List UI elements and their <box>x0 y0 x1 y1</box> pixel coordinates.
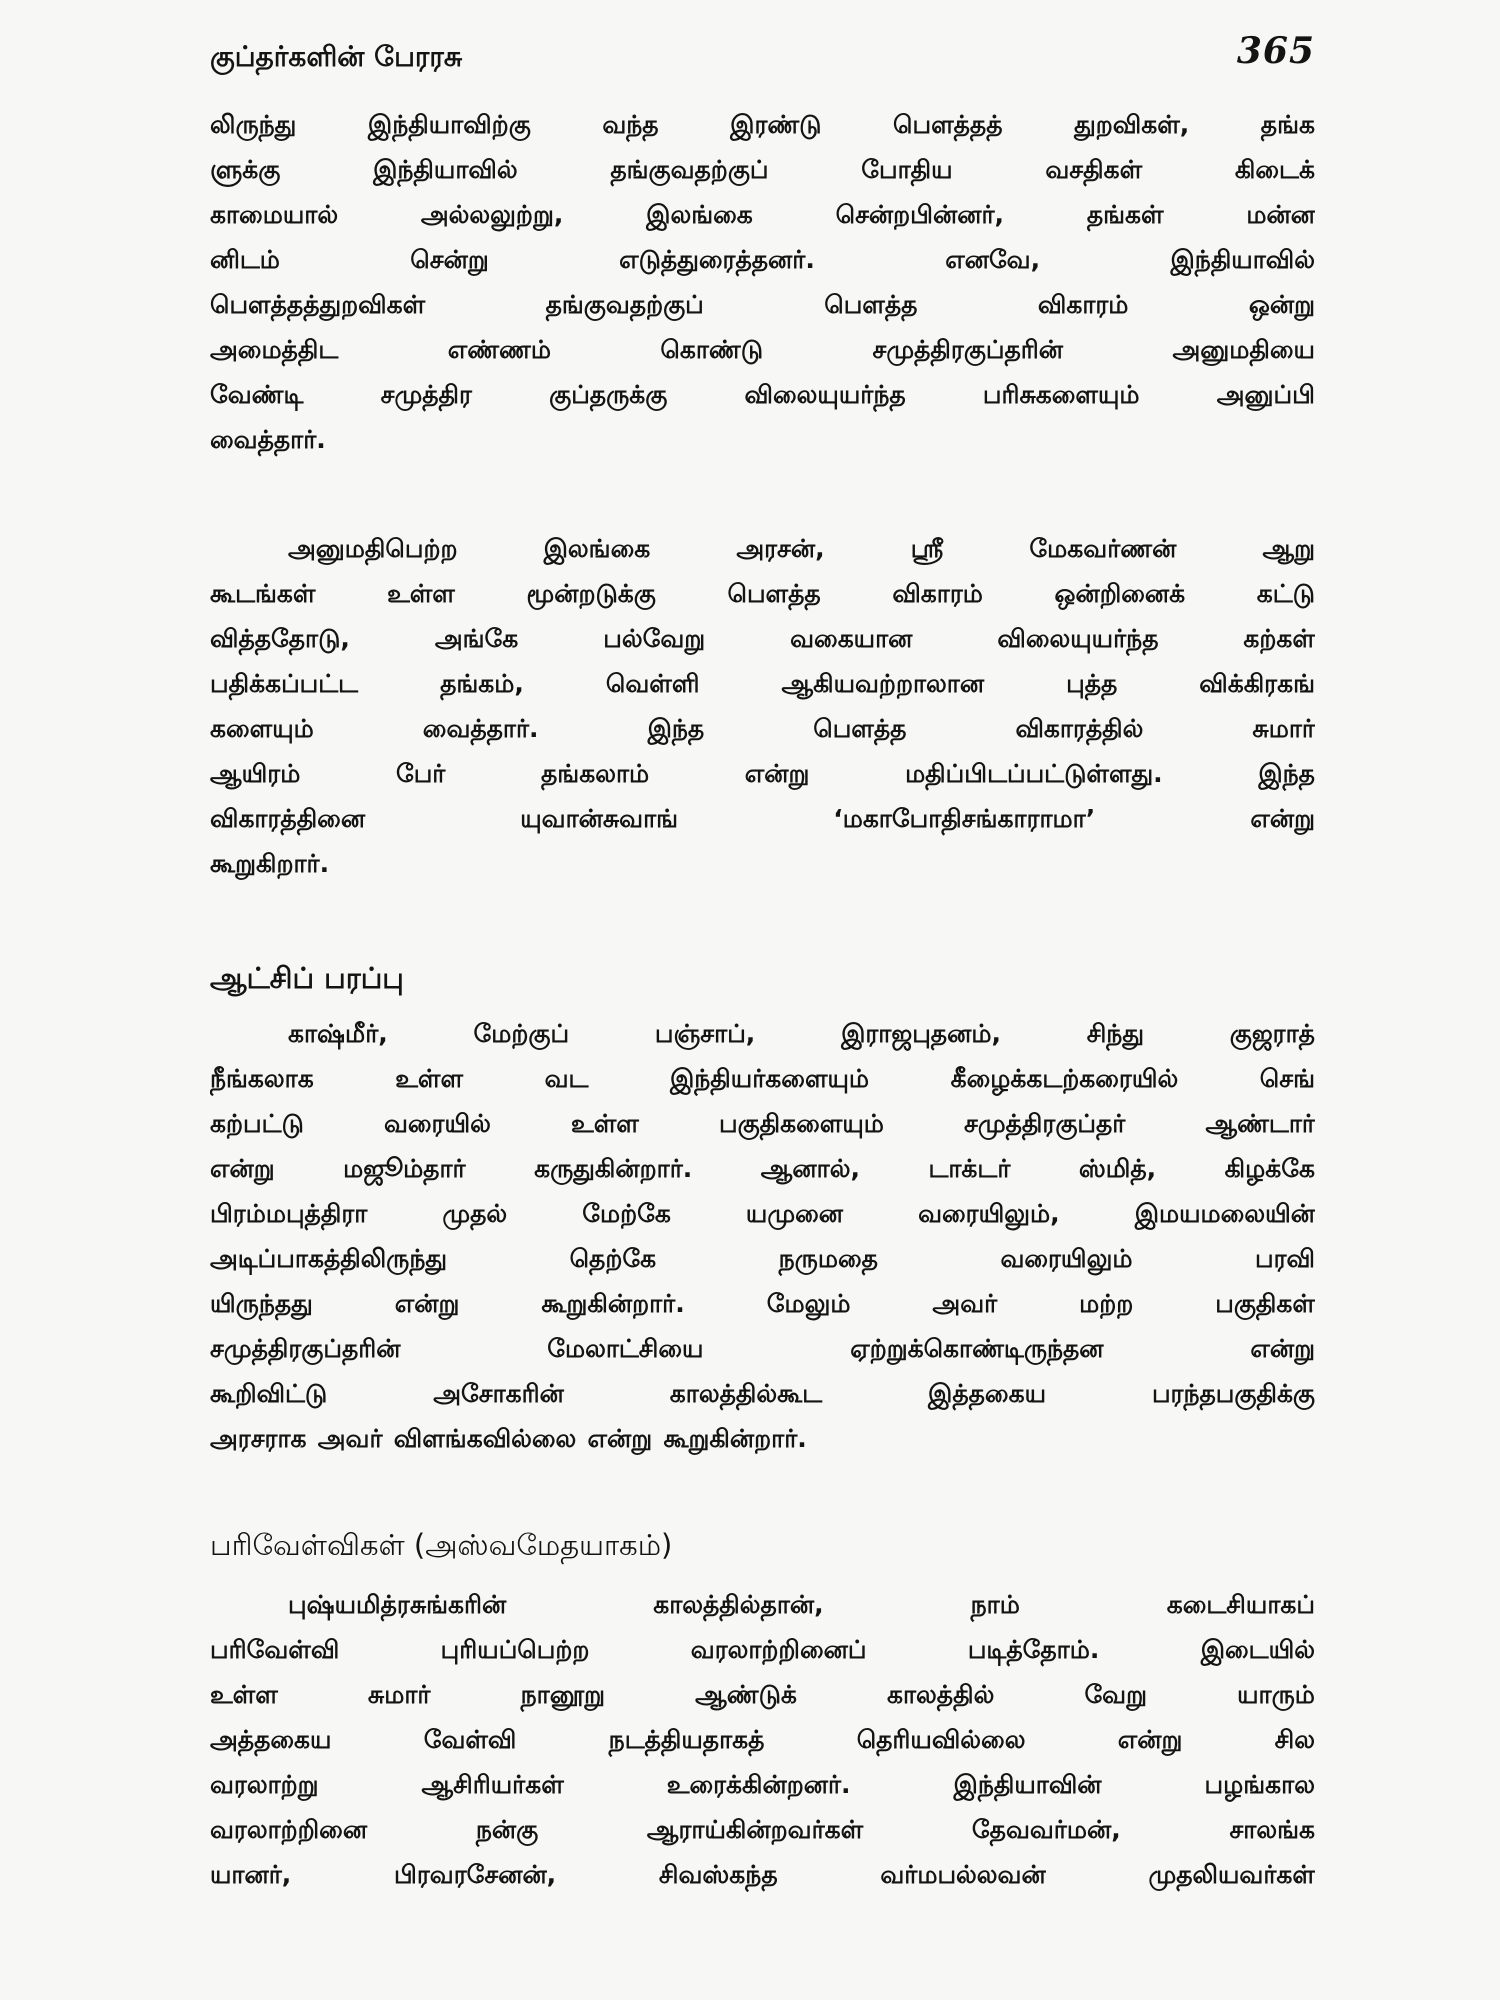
text-line: வேண்டி சமுத்திர குப்தருக்கு விலையுயர்ந்த பரிசுகளையும் அனுப்பி <box>210 380 1315 409</box>
text-line: பிரம்மபுத்திரா முதல் மேற்கே யமுனை வரையிலும், இமயமலையின் <box>210 1199 1315 1228</box>
text-line: பௌத்தத்துறவிகள் தங்குவதற்குப் பௌத்த விகாரம் ஒன்று <box>210 290 1315 319</box>
text-line: வித்ததோடு, அங்கே பல்வேறு வகையான விலையுயர்ந்த கற்கள் <box>210 624 1315 653</box>
paragraph-1 <box>210 102 1315 462</box>
text-line: யானர், பிரவரசேனன், சிவஸ்கந்த வர்மபல்லவன் முதலியவர்கள் <box>210 1860 1315 1889</box>
text-line: அடிப்பாகத்திலிருந்து தெற்கே நருமதை வரையிலும் பரவி <box>210 1244 1315 1273</box>
section-heading-territory: ஆட்சிப் பரப்பு <box>210 961 404 995</box>
text-line: அமைத்திட எண்ணம் கொண்டு சமுத்திரகுப்தரின் அனுமதியை <box>210 335 1315 364</box>
text-line: யிருந்தது என்று கூறுகின்றார். மேலும் அவர் மற்ற பகுதிகள் <box>210 1289 1315 1318</box>
text-line: களையும் வைத்தார். இந்த பௌத்த விகாரத்தில் சுமார் <box>210 714 1315 743</box>
text-line: உள்ள சுமார் நானூறு ஆண்டுக் காலத்தில் வேறு யாரும் <box>210 1680 1315 1709</box>
text-line: அனுமதிபெற்ற இலங்கை அரசன், ஸ்ரீ மேகவர்ணன் ஆறு <box>288 534 1315 563</box>
text-line: விகாரத்தினை யுவான்சுவாங் ‘மகாபோதிசங்காராமா’ என்று <box>210 804 1315 833</box>
text-line: ஆயிரம் பேர் தங்கலாம் என்று மதிப்பிடப்பட்டுள்ளது. இந்த <box>210 759 1315 788</box>
text-line: நீங்கலாக உள்ள வட இந்தியர்களையும் கீழைக்கடற்கரையில் செங் <box>210 1064 1315 1093</box>
paragraph-4 <box>210 1582 1315 1897</box>
running-title: குப்தர்களின் பேரரசு <box>210 40 463 73</box>
text-line: அரசராக அவர் விளங்கவில்லை என்று கூறுகின்றார். <box>210 1424 807 1453</box>
page-number: 365 <box>1236 30 1315 72</box>
text-line: காஷ்மீர், மேற்குப் பஞ்சாப், இராஜபுதனம், சிந்து குஜராத் <box>288 1019 1315 1048</box>
text-line: சமுத்திரகுப்தரின் மேலாட்சியை ஏற்றுக்கொண்டிருந்தன என்று <box>210 1334 1315 1363</box>
text-line: கூடங்கள் உள்ள மூன்றடுக்கு பௌத்த விகாரம் ஒன்றினைக் கட்டு <box>210 579 1315 608</box>
section-heading-horse-sacrifice: பரிவேள்விகள் (அஸ்வமேதயாகம்) <box>210 1528 673 1562</box>
text-line: பதிக்கப்பட்ட தங்கம், வெள்ளி ஆகியவற்றாலான புத்த விக்கிரகங் <box>210 669 1315 698</box>
text-line: காமையால் அல்லலுற்று, இலங்கை சென்றபின்னர், தங்கள் மன்ன <box>210 200 1315 229</box>
text-line: கூறிவிட்டு அசோகரின் காலத்தில்கூட இத்தகைய பரந்தபகுதிக்கு <box>210 1379 1315 1408</box>
text-line: வரலாற்றினை நன்கு ஆராய்கின்றவர்கள் தேவவர்மன், சாலங்க <box>210 1815 1315 1844</box>
text-line: வரலாற்று ஆசிரியர்கள் உரைக்கின்றனர். இந்தியாவின் பழங்கால <box>210 1770 1315 1799</box>
text-line: பரிவேள்வி புரியப்பெற்ற வரலாற்றினைப் படித்தோம். இடையில் <box>210 1635 1315 1664</box>
text-line: என்று மஜூம்தார் கருதுகின்றார். ஆனால், டாக்டர் ஸ்மித், கிழக்கே <box>210 1154 1315 1183</box>
text-line: லிருந்து இந்தியாவிற்கு வந்த இரண்டு பௌத்தத் துறவிகள், தங்க <box>210 110 1315 139</box>
text-line: கூறுகிறார். <box>210 849 330 878</box>
text-line: வைத்தார். <box>210 425 326 454</box>
running-header <box>210 30 1315 90</box>
book-page <box>210 30 1315 1980</box>
text-line: புஷ்யமித்ரசுங்கரின் காலத்தில்தான், நாம் கடைசியாகப் <box>288 1590 1315 1619</box>
text-line: னிடம் சென்று எடுத்துரைத்தனர். எனவே, இந்தியாவில் <box>210 245 1315 274</box>
text-line: அத்தகைய வேள்வி நடத்தியதாகத் தெரியவில்லை என்று சில <box>210 1725 1315 1754</box>
text-line: கற்பட்டு வரையில் உள்ள பகுதிகளையும் சமுத்திரகுப்தர் ஆண்டார் <box>210 1109 1315 1138</box>
paragraph-3 <box>210 1011 1315 1461</box>
text-line: ளுக்கு இந்தியாவில் தங்குவதற்குப் போதிய வசதிகள் கிடைக் <box>210 155 1315 184</box>
paragraph-2 <box>210 526 1315 886</box>
